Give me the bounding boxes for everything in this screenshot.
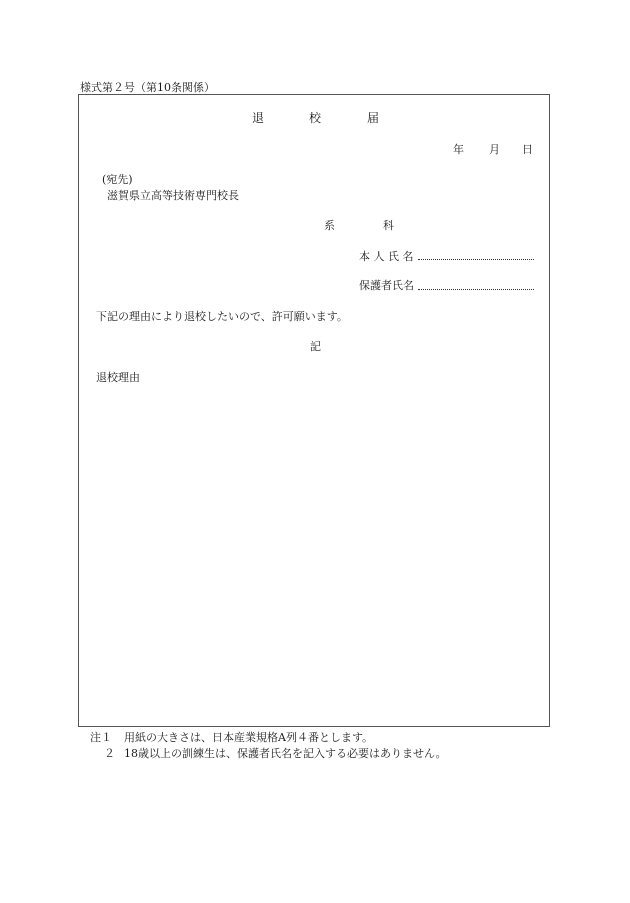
note-2-mark: ２ [104,747,115,760]
date-year-label: 年 [453,143,464,156]
addressee-name: 滋賀県立高等技術専門校長 [107,189,239,202]
ki-heading: 記 [310,340,321,353]
title-char-3: 届 [367,111,380,125]
date-month-label: 月 [489,143,500,156]
department-kei-label: 系 [324,219,335,232]
note-1-mark: 注１ [90,731,112,744]
student-name-label: 本 人 氏 名 [359,250,414,263]
note-1-text: 用紙の大きさは、日本産業規格A列４番とします。 [124,731,374,744]
student-name-line[interactable] [418,259,534,260]
request-text: 下記の理由により退校したいので、許可願います。 [96,310,348,323]
department-ka-label: 科 [383,219,394,232]
title-char-1: 退 [252,111,265,125]
addressee-prefix: (宛先) [102,173,133,186]
guardian-name-label: 保護者氏名 [359,279,414,292]
withdrawal-reason-label: 退校理由 [96,371,140,384]
form-number-label: 様式第２号（第10条関係） [80,81,215,94]
guardian-name-line[interactable] [418,289,534,290]
title-char-2: 校 [309,111,322,125]
date-day-label: 日 [522,143,533,156]
note-2-text: 18歳以上の訓練生は、保護者氏名を記入する必要はありません。 [124,747,447,760]
